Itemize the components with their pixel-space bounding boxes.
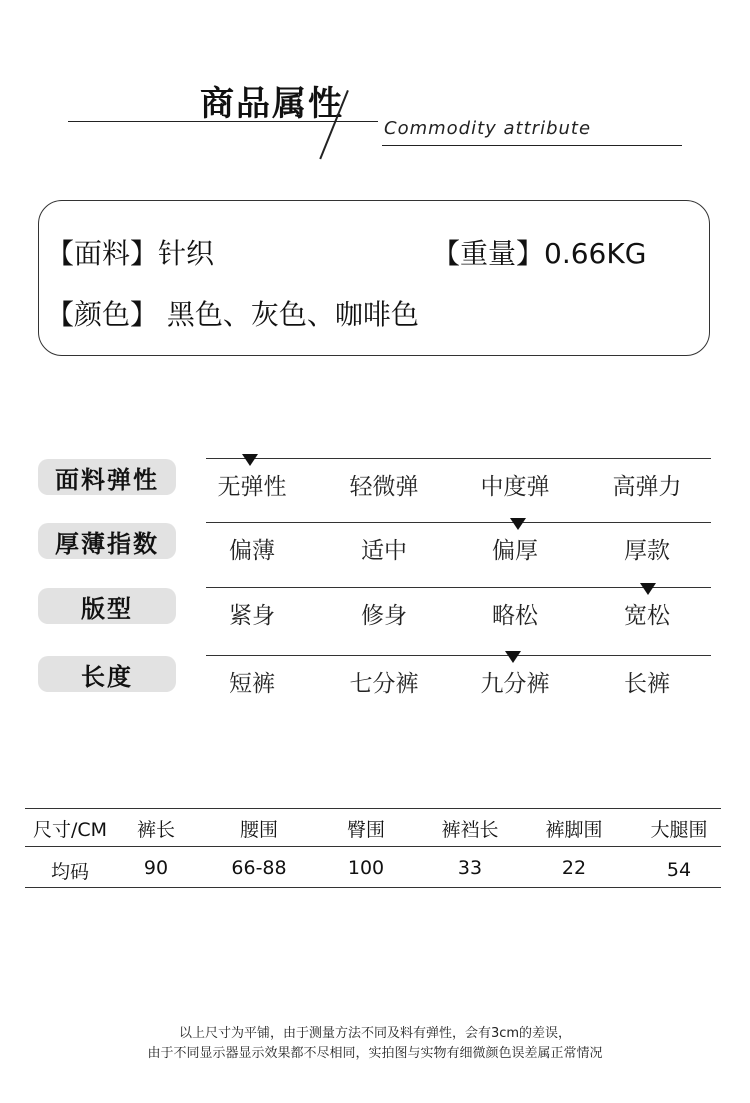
fabric-info: 【面料】针织 <box>46 237 215 270</box>
property-label: 版型 <box>38 588 176 624</box>
table-header-cell: 裤长 <box>136 819 175 841</box>
scale-option: 紧身 <box>229 603 275 629</box>
table-rule <box>25 808 721 809</box>
scale-option: 修身 <box>361 603 407 629</box>
scale-option: 偏厚 <box>492 538 538 564</box>
table-rule <box>25 846 721 847</box>
property-label: 面料弹性 <box>38 459 176 495</box>
title-underline-right <box>382 145 682 146</box>
scale-option: 高弹力 <box>612 474 682 500</box>
table-cell: 66-88 <box>231 857 287 879</box>
table-rule <box>25 887 721 888</box>
scale-option: 长裤 <box>624 671 670 697</box>
scale-option: 九分裤 <box>480 671 550 697</box>
color-info: 【颜色】 黑色、灰色、咖啡色 <box>46 298 419 331</box>
scale-option: 无弹性 <box>217 474 287 500</box>
selected-marker-icon <box>505 651 521 663</box>
scale-line <box>206 522 711 523</box>
scale-option: 偏薄 <box>229 538 275 564</box>
table-cell: 均码 <box>50 861 89 883</box>
property-label: 厚薄指数 <box>38 523 176 559</box>
table-header-cell: 裤裆长 <box>441 819 499 841</box>
scale-option: 短裤 <box>229 671 275 697</box>
scale-option: 厚款 <box>624 538 670 564</box>
scale-option: 中度弹 <box>480 474 550 500</box>
size-note-line2: 由于不同显示器显示效果都不尽相同，实拍图与实物有细微颜色误差属正常情况 <box>147 1046 603 1061</box>
scale-option: 宽松 <box>624 603 670 629</box>
size-note-line1: 以上尺寸为平铺，由于测量方法不同及料有弹性，会有3cm的差误， <box>178 1026 572 1041</box>
selected-marker-icon <box>510 518 526 530</box>
scale-option: 适中 <box>361 538 407 564</box>
scale-line <box>206 587 711 588</box>
table-cell: 90 <box>143 857 169 879</box>
table-header-cell: 臀围 <box>346 819 385 841</box>
scale-line <box>206 655 711 656</box>
table-cell: 33 <box>457 857 483 879</box>
property-label: 长度 <box>38 656 176 692</box>
table-header-cell: 大腿围 <box>650 819 708 841</box>
scale-option: 七分裤 <box>349 671 419 697</box>
scale-option: 轻微弹 <box>349 474 419 500</box>
table-cell: 22 <box>561 857 587 879</box>
table-header-cell: 裤脚围 <box>545 819 603 841</box>
section-title: 商品属性 <box>200 84 344 124</box>
table-cell: 100 <box>347 857 385 879</box>
section-subtitle: Commodity attribute <box>384 118 592 139</box>
table-header-cell: 尺寸/CM <box>32 819 108 841</box>
weight-info: 【重量】0.66KG <box>432 237 647 270</box>
table-cell: 54 <box>666 859 692 881</box>
table-header-cell: 腰围 <box>239 819 278 841</box>
selected-marker-icon <box>242 454 258 466</box>
selected-marker-icon <box>640 583 656 595</box>
scale-line <box>206 458 711 459</box>
scale-option: 略松 <box>492 603 538 629</box>
title-underline-left <box>68 121 378 122</box>
